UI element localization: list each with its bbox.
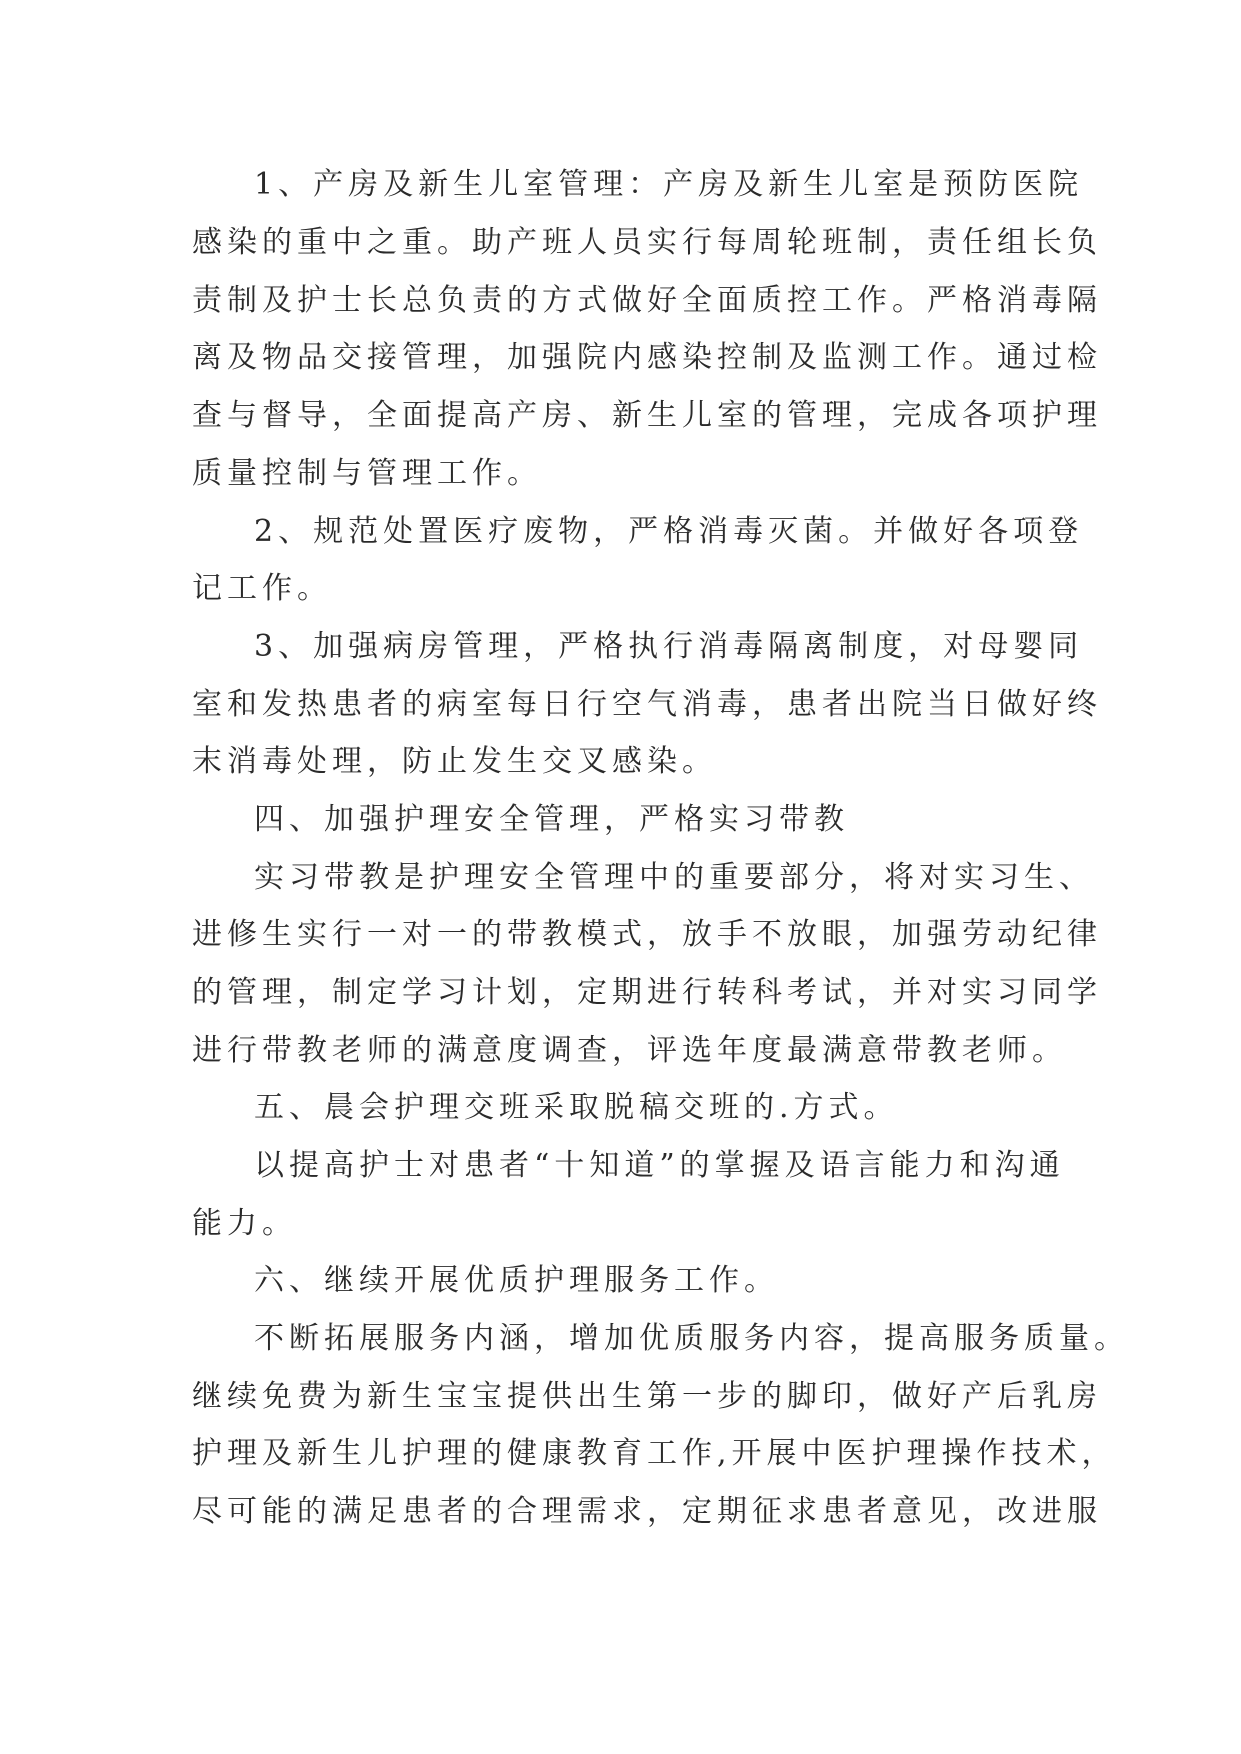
paragraph-4-line-3: 的管理，制定学习计划，定期进行转科考试，并对实习同学 [192, 975, 1102, 1010]
section-heading-5: 五、晨会护理交班采取脱稿交班的.方式。 [254, 1090, 899, 1125]
paragraph-1-line-4: 离及物品交接管理，加强院内感染控制及监测工作。通过检 [192, 340, 1102, 375]
section-heading-4: 四、加强护理安全管理，严格实习带教 [254, 802, 849, 837]
paragraph-1-line-5: 查与督导，全面提高产房、新生儿室的管理，完成各项护理 [192, 398, 1102, 433]
paragraph-6-line-2: 继续免费为新生宝宝提供出生第一步的脚印，做好产后乳房 [192, 1379, 1102, 1414]
paragraph-3-line-2: 室和发热患者的病室每日行空气消毒，患者出院当日做好终 [192, 687, 1102, 722]
paragraph-6-line-3: 护理及新生儿护理的健康教育工作,开展中医护理操作技术， [192, 1436, 1117, 1471]
paragraph-5-line-1: 以提高护士对患者“十知道”的掌握及语言能力和沟通 [254, 1148, 1065, 1183]
paragraph-2-line-1: 2、规范处置医疗废物，严格消毒灭菌。并做好各项登 [254, 514, 1084, 549]
paragraph-5-line-2: 能力。 [192, 1206, 297, 1241]
paragraph-2-line-2: 记工作。 [192, 571, 332, 606]
paragraph-4-line-2: 进修生实行一对一的带教模式，放手不放眼，加强劳动纪律 [192, 917, 1102, 952]
section-heading-6: 六、继续开展优质护理服务工作。 [254, 1263, 779, 1298]
paragraph-3-line-1: 3、加强病房管理，严格执行消毒隔离制度，对母婴同 [254, 629, 1084, 664]
paragraph-1-line-3: 责制及护士长总负责的方式做好全面质控工作。严格消毒隔 [192, 283, 1102, 318]
paragraph-4-line-4: 进行带教老师的满意度调查，评选年度最满意带教老师。 [192, 1033, 1067, 1068]
paragraph-3-line-3: 末消毒处理，防止发生交叉感染。 [192, 744, 717, 779]
paragraph-1-line-1: 1、产房及新生儿室管理：产房及新生儿室是预防医院 [254, 167, 1084, 202]
paragraph-6-line-1: 不断拓展服务内涵，增加优质服务内容，提高服务质量。 [254, 1321, 1129, 1356]
paragraph-4-line-1: 实习带教是护理安全管理中的重要部分，将对实习生、 [254, 860, 1094, 895]
paragraph-6-line-4: 尽可能的满足患者的合理需求，定期征求患者意见，改进服 [192, 1494, 1102, 1529]
paragraph-1-line-6: 质量控制与管理工作。 [192, 456, 542, 491]
paragraph-1-line-2: 感染的重中之重。助产班人员实行每周轮班制，责任组长负 [192, 225, 1102, 260]
